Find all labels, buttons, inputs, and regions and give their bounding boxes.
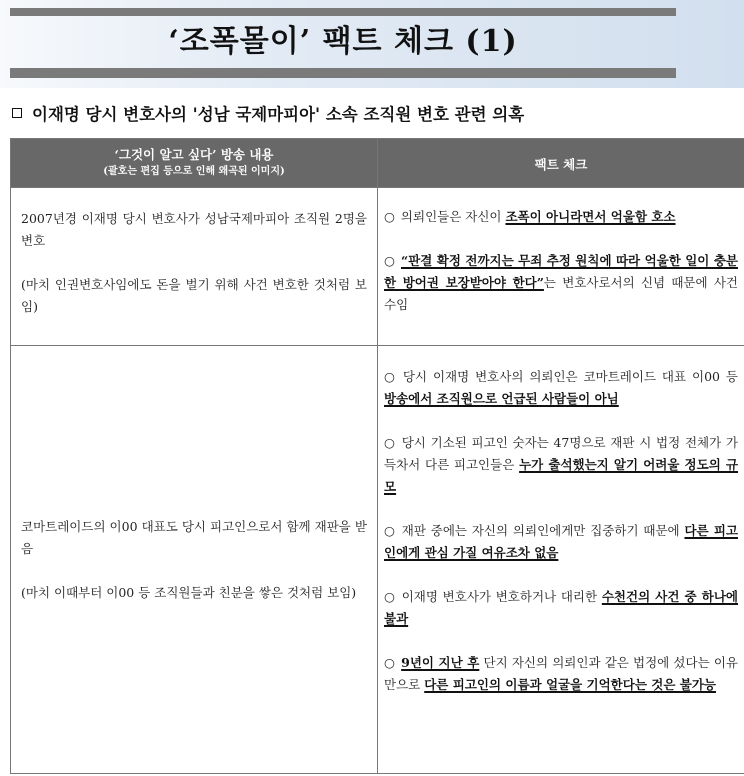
claim-note: (마치 이때부터 이00 등 조직원들과 친분을 쌓은 것처럼 보임) <box>21 584 357 600</box>
section-heading <box>12 100 524 126</box>
claim-note: (마치 인권변호사임에도 돈을 벌기 위해 사건 변호한 것처럼 보임) <box>21 277 367 314</box>
fact-cell <box>378 346 744 774</box>
fact-check-table <box>10 138 744 774</box>
fact-text: 당시 이재명 변호사의 의뢰인은 코마트레이드 대표 이00 등 <box>402 369 738 384</box>
fact-text: 단지 자신의 의뢰인과 같은 법정에 섰다는 이유만으로 <box>384 655 738 692</box>
fact-item <box>384 250 738 316</box>
circle-bullet-icon: ○ <box>384 435 396 450</box>
fact-emphasis: 누가 출석했는지 알기 어려울 정도의 규모 <box>384 457 739 494</box>
checkbox-bullet-icon <box>12 108 22 118</box>
title-top-rule <box>10 8 676 16</box>
fact-text: 재판 중에는 자신의 의뢰인에게만 집중하기 때문에 <box>401 523 680 538</box>
col-header-factcheck-title: 팩트 체크 <box>534 156 588 172</box>
fact-cell <box>378 188 744 346</box>
fact-emphasis: 조폭이 아니라면서 억울함 호소 <box>505 209 676 224</box>
fact-item <box>384 652 738 696</box>
col-header-broadcast-note: (괄호는 편집 등으로 인해 왜곡된 이미지) <box>103 166 285 177</box>
fact-item <box>384 586 738 630</box>
fact-emphasis: 수천건의 사건 중 하나에 불과 <box>384 589 738 626</box>
page-title: ‘조폭몰이’ 팩트 체크 (1) <box>168 24 518 59</box>
table-header-row <box>11 139 744 188</box>
fact-text: 이재명 변호사가 변호하거나 대리한 <box>401 589 598 604</box>
claim-text: 2007년경 이재명 당시 변호사가 성남국제마피아 조직원 2명을 변호 <box>21 211 367 248</box>
claim-cell <box>11 346 378 774</box>
fact-text: 는 변호사로서의 신념 때문에 사건 수임 <box>384 275 738 312</box>
title-bottom-rule <box>10 68 676 78</box>
table-row <box>11 346 744 774</box>
table-row <box>11 188 744 346</box>
fact-item <box>384 520 738 564</box>
section-heading-text: 이재명 당시 변호사의 '성남 국제마피아' 소속 조직원 변호 관련 의혹 <box>32 105 525 124</box>
fact-emphasis: “판결 확정 전까지는 무죄 추정 원칙에 따라 억울한 일이 충분한 방어권 보장받아야 한다” <box>384 253 738 290</box>
col-header-broadcast-title: ‘그것이 알고 싶다’ 방송 내용 <box>114 147 274 162</box>
fact-emphasis: 방송에서 조직원으로 언급된 사람들이 아님 <box>384 391 619 406</box>
claim-cell <box>11 188 378 346</box>
circle-bullet-icon: ○ <box>384 209 395 224</box>
col-header-factcheck <box>378 139 744 188</box>
fact-text: 의뢰인들은 자신이 <box>400 209 502 224</box>
fact-item <box>384 366 738 410</box>
fact-item <box>384 206 738 228</box>
fact-emphasis: 다른 피고인의 이름과 얼굴을 기억한다는 것은 불가능 <box>424 677 716 692</box>
col-header-broadcast <box>11 139 378 188</box>
fact-item <box>384 432 738 498</box>
circle-bullet-icon: ○ <box>384 655 396 670</box>
fact-text: 당시 기소된 피고인 숫자는 47명으로 재판 시 법정 전체가 가득차서 다른 피고인들은 <box>384 435 738 472</box>
circle-bullet-icon: ○ <box>384 523 396 538</box>
circle-bullet-icon: ○ <box>384 369 397 384</box>
claim-text: 코마트레이드의 이00 대표도 당시 피고인으로서 함께 재판을 받음 <box>21 518 367 556</box>
fact-emphasis: 다른 피고인에게 관심 가질 여유조차 없음 <box>384 523 738 560</box>
circle-bullet-icon: ○ <box>384 589 396 604</box>
circle-bullet-icon: ○ <box>384 253 395 268</box>
fact-emphasis: 9년이 지난 후 <box>401 655 480 670</box>
title-banner <box>0 0 744 88</box>
